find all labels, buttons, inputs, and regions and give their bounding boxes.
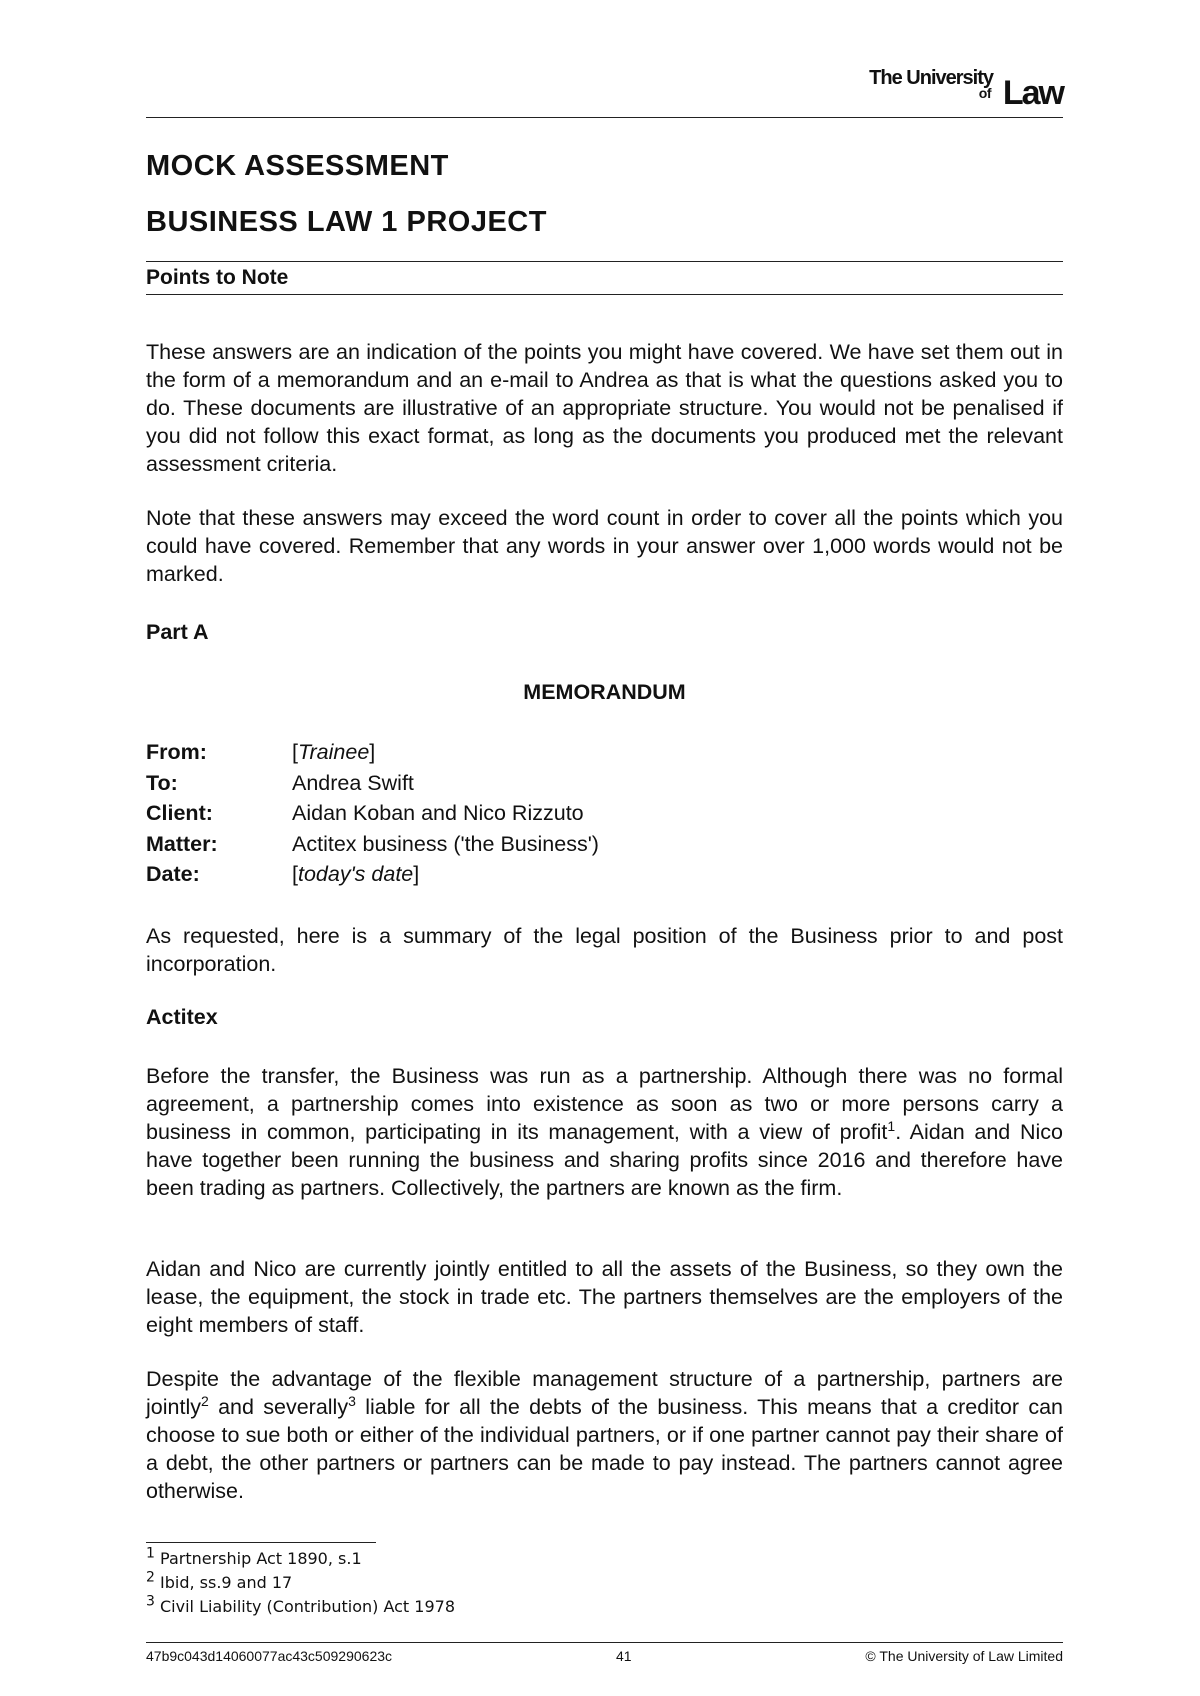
footnote-1: $^1$ Partnership Act 1890, s.1 [146,1545,362,1568]
page-subtitle: BUSINESS LAW 1 PROJECT [146,206,547,238]
memo-to-label: To: [146,770,178,795]
intro-paragraph-2: Note that these answers may exceed the word count in order to cover all the points which you could have covered. Remember that any words in your answer over 1,000 words would not be marked. [146,506,1063,586]
memo-client-value: Aidan Koban and Nico Rizzuto [292,801,584,825]
actitex-paragraph-3: Despite the advantage of the flexible management structure of a partnership, partners are jointly$^2$ and severally$^3$ liable for all the debts of the business. This means that a creditor can choose to sue both or either of the individual partners, or if one partner cannot pay their share of a debt, the other partners or partners can be made to pay instead. The partners cannot agree otherwise. [146,1367,1064,1503]
footnote-rule [146,1542,376,1543]
footer-copyright: © The University of Law Limited [865,1648,1063,1664]
points-to-note-heading: Points to Note [146,261,1063,295]
footer-page-number: 41 [616,1648,632,1664]
footnote-ref-3[interactable]: 3 [348,1392,356,1409]
footnote-3: $^3$ Civil Liability (Contribution) Act 1978 [146,1593,456,1616]
request-paragraph: As requested, here is a summary of the legal position of the Business prior to and post incorporation. [146,924,1063,976]
footer-rule [146,1642,1063,1643]
memo-to-value: Andrea Swift [292,770,414,795]
footnote-ref-1[interactable]: 1 [887,1117,896,1134]
memo-from-label: From: [146,740,207,764]
logo-line2: of [978,85,991,101]
part-a-heading: Part A [146,620,209,644]
actitex-paragraph-1: Before the transfer, the Business was run as a partnership. Although there was no formal agreement, a partnership comes into existence as soon as two or more persons carry a business in common, participating in its management, with a view of profit$^1$. Aidan and Nico have together been running the business and sharing profits since 2016 and therefore have been trading as partners. Collectively, the partners are known as the firm. [146,1064,1063,1200]
memo-client-label: Client: [146,801,213,825]
memorandum-title: MEMORANDUM [523,680,686,704]
memo-date-label: Date: [146,862,200,886]
footnote-2: $^2$ Ibid, ss.9 and 17 [146,1569,293,1592]
logo-line1: The University [869,67,993,89]
footnote-ref-2[interactable]: 2 [200,1392,209,1409]
logo-line3: Law [1002,74,1063,112]
memo-date-value: [today's date] [292,862,420,886]
memo-matter-value: Actitex business ('the Business') [292,831,599,856]
actitex-heading: Actitex [146,1005,218,1029]
memo-from-value: [Trainee] [292,740,376,764]
header-rule [146,117,1063,118]
memo-matter-label: Matter: [146,831,218,856]
intro-paragraph-1: These answers are an indication of the points you might have covered. We have set them out in the form of a memorandum and an e-mail to Andrea as that is what the questions asked you to do. These documents are illustrative of an appropriate structure. You would not be penalised if you did not follow this exact format, as long as the documents you produced met the relevant assessment criteria. [146,340,1063,476]
university-of-law-logo [863,67,1063,112]
footer-doc-id: 47b9c043d14060077ac43c509290623c [146,1648,393,1664]
actitex-paragraph-2: Aidan and Nico are currently jointly entitled to all the assets of the Business, so they own the lease, the equipment, the stock in trade etc. The partners themselves are the employers of the eight members of staff. [146,1257,1063,1337]
page-title: MOCK ASSESSMENT [146,150,449,182]
